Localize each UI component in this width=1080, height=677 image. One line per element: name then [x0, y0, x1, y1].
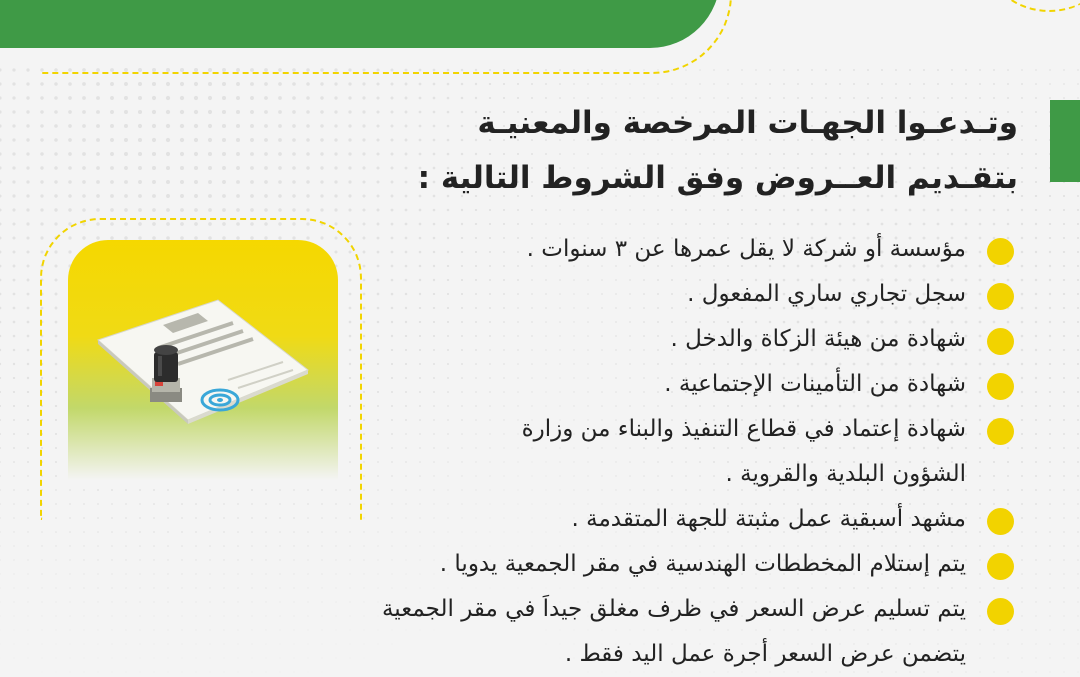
right-green-tab — [1050, 100, 1080, 182]
stamp-document-icon — [68, 240, 338, 480]
heading-line-2: بتقـديم العــروض وفق الشروط التالية : — [318, 151, 1018, 206]
list-item: شهادة من التأمينات الإجتماعية . — [322, 362, 1002, 407]
list-item: مؤسسة أو شركة لا يقل عمرها عن ٣ سنوات . — [322, 227, 1002, 272]
invitation-heading — [318, 96, 1018, 206]
bullet-dot-icon — [987, 553, 1014, 580]
list-item: شهادة من هيئة الزكاة والدخل . — [322, 317, 1002, 362]
bullet-dot-icon — [987, 508, 1014, 535]
bullet-dot-icon — [987, 598, 1014, 625]
list-item: سجل تجاري ساري المفعول . — [322, 272, 1002, 317]
list-item: يتم تسليم عرض السعر في ظرف مغلق جيداَ في مقر الجمعية يتضمن عرض السعر أجرة عمل اليد فقط . — [346, 587, 1002, 677]
list-item: يتم إستلام المخططات الهندسية في مقر الجمعية يدويا . — [322, 542, 1002, 587]
bullet-dot-icon — [987, 283, 1014, 310]
bullet-dot-icon — [987, 238, 1014, 265]
list-item: مشهد أسبقية عمل مثبتة للجهة المتقدمة . — [322, 497, 1002, 542]
bullet-dot-icon — [987, 328, 1014, 355]
conditions-list — [322, 227, 1002, 677]
banner-dashed-outline — [40, 0, 732, 74]
bullet-dot-icon — [987, 373, 1014, 400]
bullet-dot-icon — [987, 418, 1014, 445]
list-item: شهادة إعتماد في قطاع التنفيذ والبناء من وزارة الشؤون البلدية والقروية . — [446, 407, 1002, 497]
heading-line-1: وتـدعـوا الجهـات المرخصة والمعنيـة — [318, 96, 1018, 151]
